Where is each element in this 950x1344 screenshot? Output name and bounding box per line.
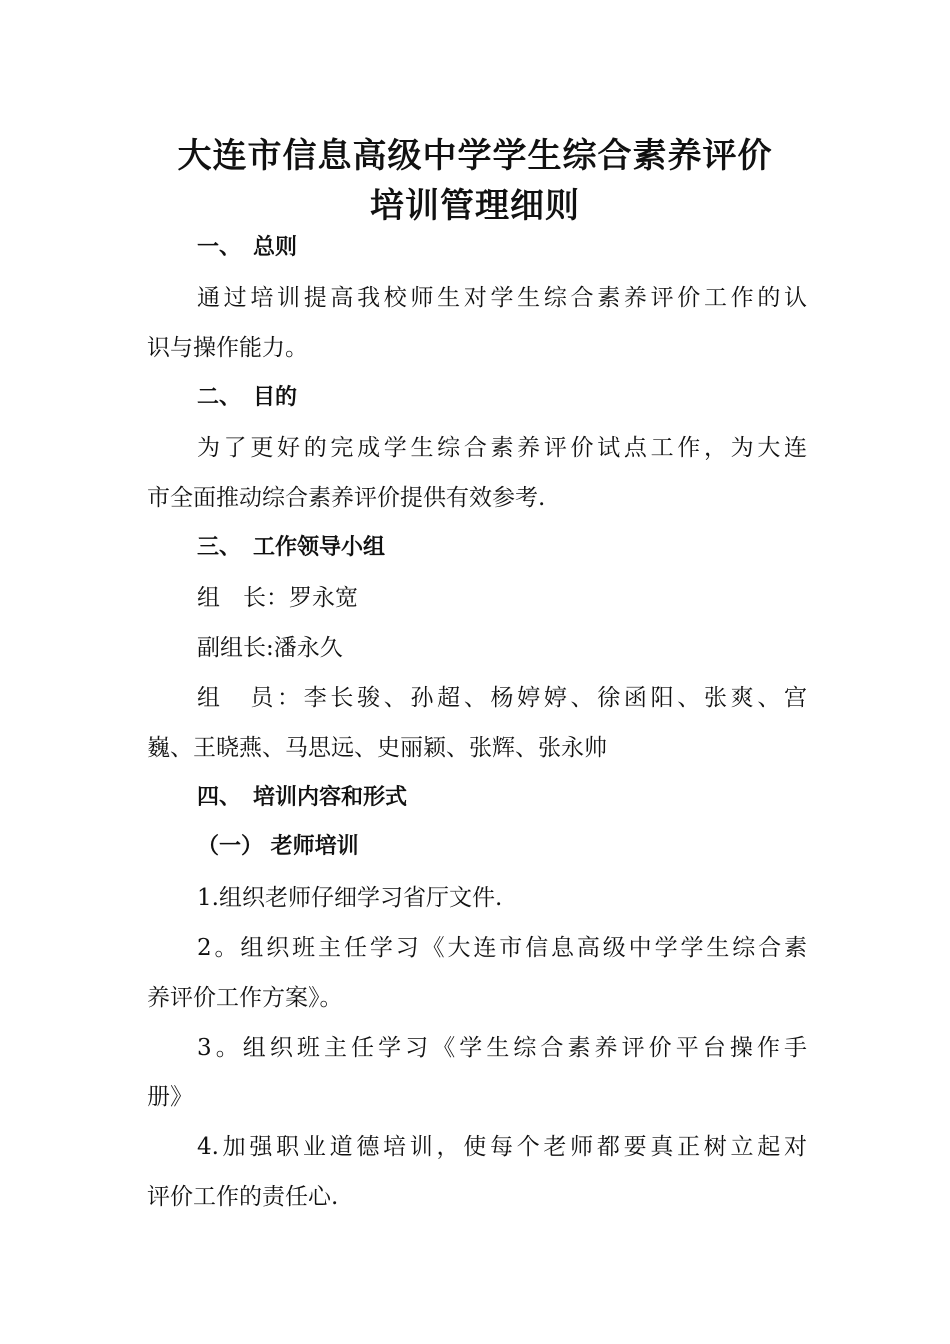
training-item-4-line-2: 评价工作的责任心. — [147, 1184, 339, 1210]
training-item-4-line-1: 4.加强职业道德培训，使每个老师都要真正树立起对 — [197, 1134, 807, 1160]
training-item-2-line-1: 2。组织班主任学习《大连市信息高级中学学生综合素 — [197, 935, 807, 961]
section-1-body-line-1: 通过培训提高我校师生对学生综合素养评价工作的认 — [197, 285, 807, 311]
section-1-heading — [197, 233, 857, 263]
teacher-training-subheading: （一） 老师培训 — [197, 834, 359, 859]
section-4-number: 四、 — [197, 785, 242, 810]
section-4-title: 培训内容和形式 — [253, 785, 408, 810]
section-2-body-line-2: 市全面推动综合素养评价提供有效参考. — [147, 485, 546, 511]
section-2-number: 二、 — [197, 385, 242, 410]
section-2-heading — [197, 383, 857, 413]
document-title-line-1: 大连市信息高级中学学生综合素养评价 — [177, 136, 773, 176]
group-deputy-leader: 副组长:潘永久 — [197, 635, 343, 661]
document-title-line-2: 培训管理细则 — [370, 186, 580, 226]
section-4-heading — [197, 783, 857, 813]
training-item-3-line-2: 册》 — [147, 1084, 193, 1110]
section-1-body-line-2: 识与操作能力。 — [147, 335, 308, 361]
section-1-number: 一、 — [197, 235, 242, 260]
training-item-3-line-1: 3。组织班主任学习《学生综合素养评价平台操作手 — [197, 1035, 807, 1061]
section-3-title: 工作领导小组 — [253, 535, 386, 560]
section-2-body-line-1: 为了更好的完成学生综合素养评价试点工作，为大连 — [197, 435, 807, 461]
training-item-2-line-2: 养评价工作方案》。 — [147, 985, 343, 1011]
training-item-1: 1.组织老师仔细学习省厅文件. — [197, 885, 503, 911]
section-2-title: 目的 — [253, 385, 298, 410]
section-1-title: 总则 — [253, 235, 298, 260]
section-3-heading — [197, 533, 857, 563]
group-members-line-1: 组 员：李长骏、孙超、杨婷婷、徐函阳、张爽、宫 — [197, 685, 807, 711]
group-leader: 组 长：罗永宽 — [197, 585, 358, 611]
section-3-number: 三、 — [197, 535, 242, 560]
group-members-line-2: 巍、王晓燕、马思远、史丽颖、张辉、张永帅 — [147, 735, 607, 761]
